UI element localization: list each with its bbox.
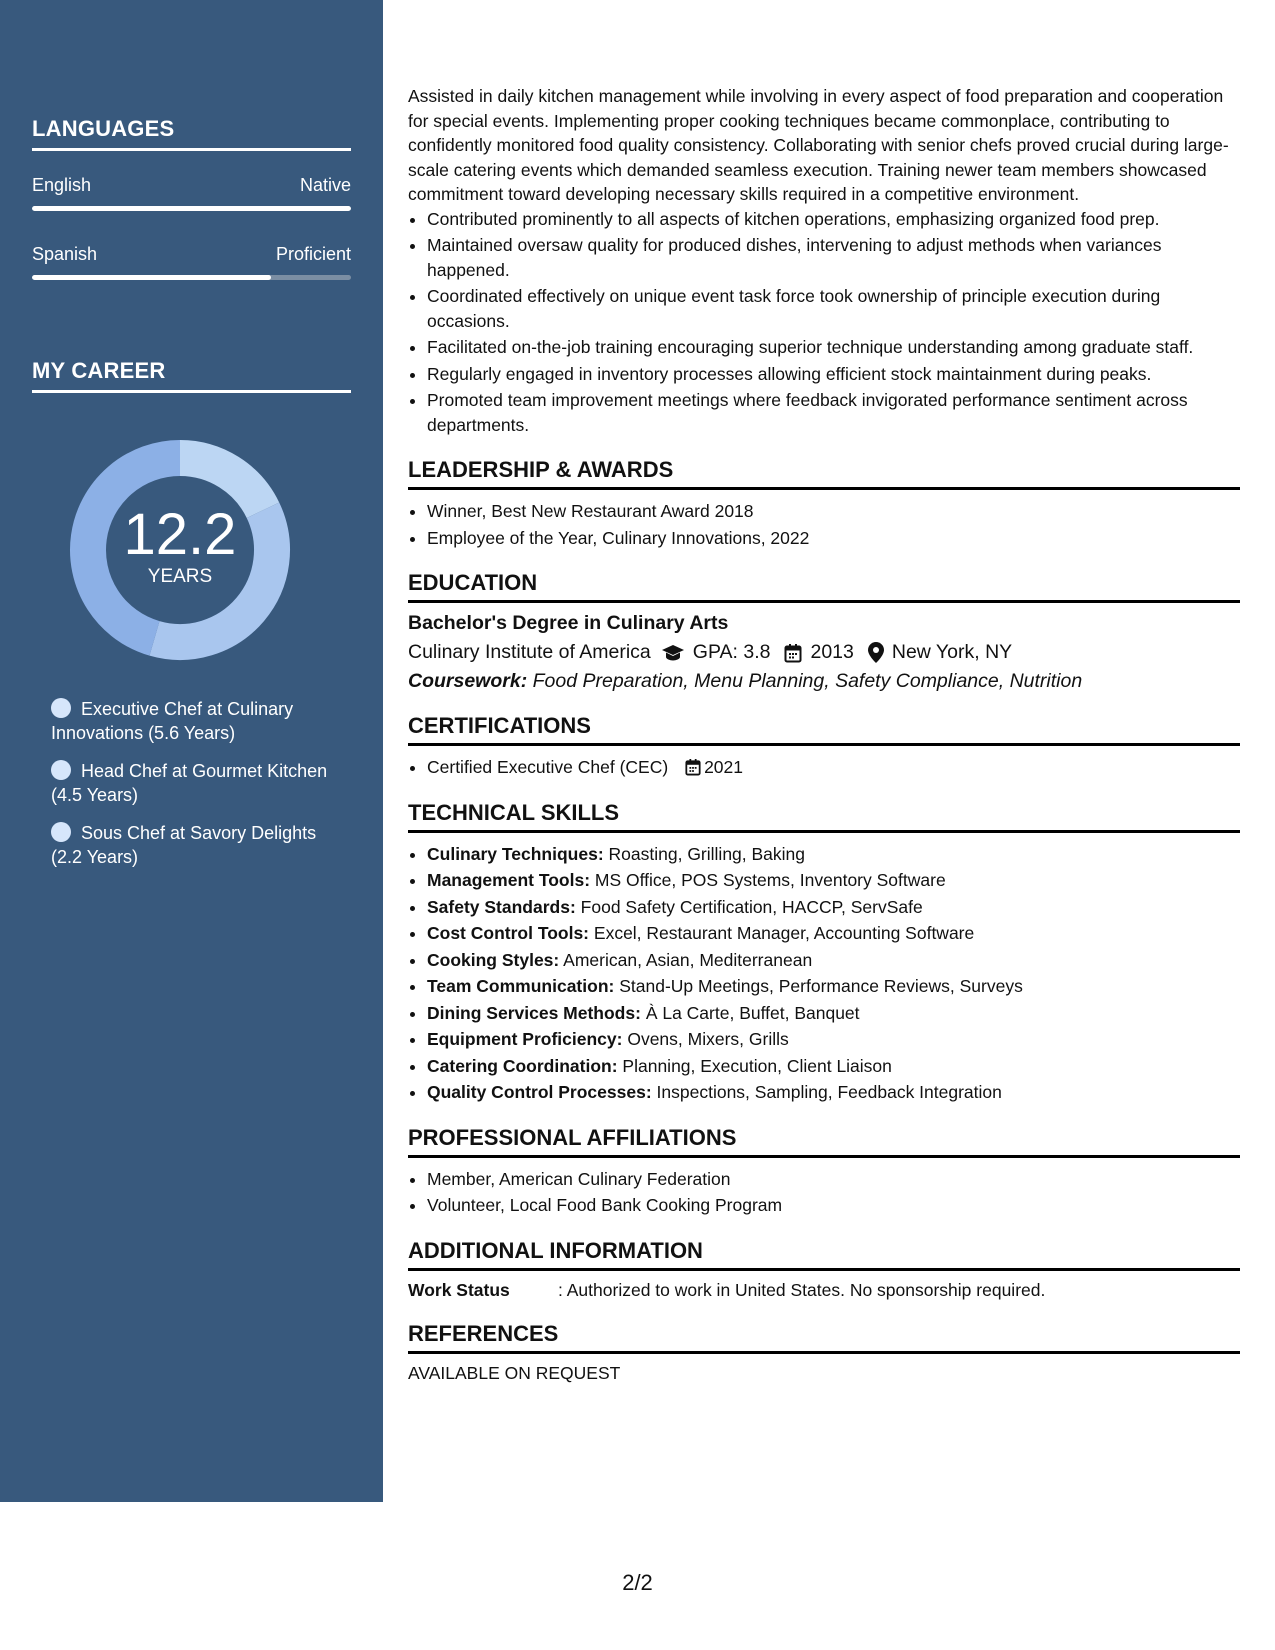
legend-dot bbox=[51, 760, 71, 780]
skill-label: Dining Services Methods: bbox=[427, 1002, 641, 1023]
language-row-spanish bbox=[32, 244, 351, 265]
career-legend-item bbox=[51, 697, 351, 745]
language-bar-fill bbox=[32, 206, 351, 211]
references-heading: REFERENCES bbox=[408, 1321, 1240, 1354]
references-text: AVAILABLE ON REQUEST bbox=[408, 1362, 621, 1383]
list-item bbox=[427, 755, 1240, 780]
calendar-icon bbox=[784, 643, 802, 663]
language-name: English bbox=[32, 175, 92, 195]
list-item bbox=[427, 868, 1240, 893]
skill-value: Inspections, Sampling, Feedback Integration bbox=[656, 1082, 1002, 1102]
education-year: 2013 bbox=[810, 641, 854, 663]
education-gpa: GPA: 3.8 bbox=[692, 641, 771, 663]
list-item: • Member, American Culinary Federation bbox=[427, 1167, 1240, 1192]
skill-value: Excel, Restaurant Manager, Accounting Software bbox=[593, 923, 975, 943]
career-heading: MY CAREER bbox=[32, 358, 351, 393]
list-item: • Employee of the Year, Culinary Innovations, 2022 bbox=[427, 526, 1240, 551]
total-years-label: YEARS bbox=[147, 566, 213, 587]
work-status-label: Work Status bbox=[408, 1279, 510, 1300]
list-item bbox=[427, 842, 1240, 867]
experience-bullets bbox=[408, 207, 1240, 438]
language-bar-english bbox=[32, 206, 351, 211]
skills-list bbox=[408, 842, 1240, 1105]
calendar-icon bbox=[685, 758, 701, 776]
skill-value: MS Office, POS Systems, Inventory Software bbox=[594, 870, 946, 890]
skill-label: Quality Control Processes: bbox=[427, 1082, 652, 1102]
skill-value: Stand-Up Meetings, Performance Reviews, Surveys bbox=[619, 976, 1023, 996]
donut-center bbox=[66, 436, 294, 664]
main-content bbox=[408, 84, 1240, 1384]
skill-label: Cost Control Tools: bbox=[427, 923, 590, 943]
list-item bbox=[427, 1001, 1240, 1026]
language-name: Spanish bbox=[32, 244, 98, 264]
leadership-heading: LEADERSHIP & AWARDS bbox=[408, 457, 1240, 490]
skill-value: American, Asian, Mediterranean bbox=[563, 949, 813, 970]
affiliations-heading: PROFESSIONAL AFFILIATIONS bbox=[408, 1125, 1240, 1158]
education-details bbox=[408, 641, 1240, 664]
list-item bbox=[427, 921, 1240, 946]
career-donut-chart bbox=[66, 436, 294, 664]
total-years-value: 12.2 bbox=[123, 502, 237, 567]
list-item: • Volunteer, Local Food Bank Cooking Program bbox=[427, 1193, 1240, 1218]
legend-dot bbox=[51, 698, 71, 718]
coursework-label: Coursework: bbox=[408, 670, 528, 692]
education-heading: EDUCATION bbox=[408, 570, 1240, 603]
list-item bbox=[427, 1080, 1240, 1105]
coursework-value: Food Preparation, Menu Planning, Safety Compliance, Nutrition bbox=[532, 670, 1083, 692]
list-item bbox=[427, 948, 1240, 973]
certifications-list bbox=[408, 755, 1240, 780]
page-number: 2/2 bbox=[622, 1570, 653, 1595]
skill-label: Safety Standards: bbox=[427, 896, 576, 917]
certification-year: 2021 bbox=[704, 757, 744, 777]
career-legend-item bbox=[51, 759, 351, 807]
education-school: Culinary Institute of America bbox=[408, 641, 651, 663]
skill-value: Roasting, Grilling, Baking bbox=[608, 843, 806, 864]
list-item: • Maintained oversaw quality for produced dishes, intervening to adjust methods when variances happened. bbox=[427, 233, 1240, 282]
list-item bbox=[427, 1054, 1240, 1079]
sidebar bbox=[0, 0, 383, 1502]
work-status-row bbox=[408, 1280, 1240, 1301]
list-item: • Regularly engaged in inventory processes allowing efficient stock maintainment during peaks. bbox=[427, 362, 1240, 387]
affiliations-list bbox=[408, 1167, 1240, 1218]
skill-value: À La Carte, Buffet, Banquet bbox=[645, 1002, 860, 1023]
skill-label: Team Communication: bbox=[427, 976, 615, 996]
language-level: Native bbox=[299, 175, 351, 195]
certifications-heading: CERTIFICATIONS bbox=[408, 713, 1240, 746]
language-level: Proficient bbox=[275, 244, 351, 264]
career-label: Head Chef at Gourmet Kitchen (4.5 Years) bbox=[51, 761, 328, 805]
certification-name: Certified Executive Chef (CEC) bbox=[427, 757, 669, 777]
education-location: New York, NY bbox=[891, 641, 1013, 663]
language-bar-spanish bbox=[32, 275, 351, 280]
language-bar-fill bbox=[32, 275, 271, 280]
skill-value: Planning, Execution, Client Liaison bbox=[622, 1055, 892, 1076]
career-label: Sous Chef at Savory Delights (2.2 Years) bbox=[51, 823, 317, 867]
work-status-value: : Authorized to work in United States. No sponsorship required. bbox=[558, 1279, 1046, 1300]
languages-heading: LANGUAGES bbox=[32, 116, 351, 151]
skill-value: Food Safety Certification, HACCP, ServSafe bbox=[580, 896, 923, 917]
language-row-english bbox=[32, 175, 351, 196]
list-item: • Winner, Best New Restaurant Award 2018 bbox=[427, 499, 1240, 524]
education-degree: Bachelor's Degree in Culinary Arts bbox=[408, 612, 729, 634]
skill-label: Management Tools: bbox=[427, 870, 591, 890]
leadership-list bbox=[408, 499, 1240, 550]
skill-label: Catering Coordination: bbox=[427, 1055, 618, 1076]
skill-label: Culinary Techniques: bbox=[427, 843, 604, 864]
career-legend-item bbox=[51, 821, 351, 869]
skill-label: Cooking Styles: bbox=[427, 949, 560, 970]
list-item bbox=[427, 974, 1240, 999]
education-coursework bbox=[408, 670, 1240, 693]
career-label: Executive Chef at Culinary Innovations (5.6 Years) bbox=[51, 699, 294, 743]
legend-dot bbox=[51, 822, 71, 842]
graduation-cap-icon bbox=[661, 644, 685, 662]
list-item: • Facilitated on-the-job training encouraging superior technique understanding among graduate staff. bbox=[427, 335, 1240, 360]
list-item bbox=[427, 1027, 1240, 1052]
additional-info-heading: ADDITIONAL INFORMATION bbox=[408, 1238, 1240, 1271]
skill-label: Equipment Proficiency: bbox=[427, 1029, 623, 1049]
list-item bbox=[427, 895, 1240, 920]
skill-value: Ovens, Mixers, Grills bbox=[627, 1029, 789, 1049]
career-legend bbox=[51, 697, 351, 883]
experience-summary: Assisted in daily kitchen management while involving in every aspect of food preparation and cooperation for special events. Implementing proper cooking techniques became commonplace, contributing to confidently monitored food quality consistency. Collaborating with senior chefs proved crucial during large-scale catering events which demanded seamless execution. Training newer team members showcased commitment toward developing necessary skills required in a competitive environment. bbox=[408, 86, 1229, 204]
list-item: • Coordinated effectively on unique event task force took ownership of principle execution during occasions. bbox=[427, 284, 1240, 333]
list-item: • Contributed prominently to all aspects of kitchen operations, emphasizing organized food prep. bbox=[427, 207, 1240, 232]
skills-heading: TECHNICAL SKILLS bbox=[408, 800, 1240, 833]
location-pin-icon bbox=[868, 642, 884, 663]
list-item: • Promoted team improvement meetings where feedback invigorated performance sentiment across departments. bbox=[427, 388, 1240, 437]
